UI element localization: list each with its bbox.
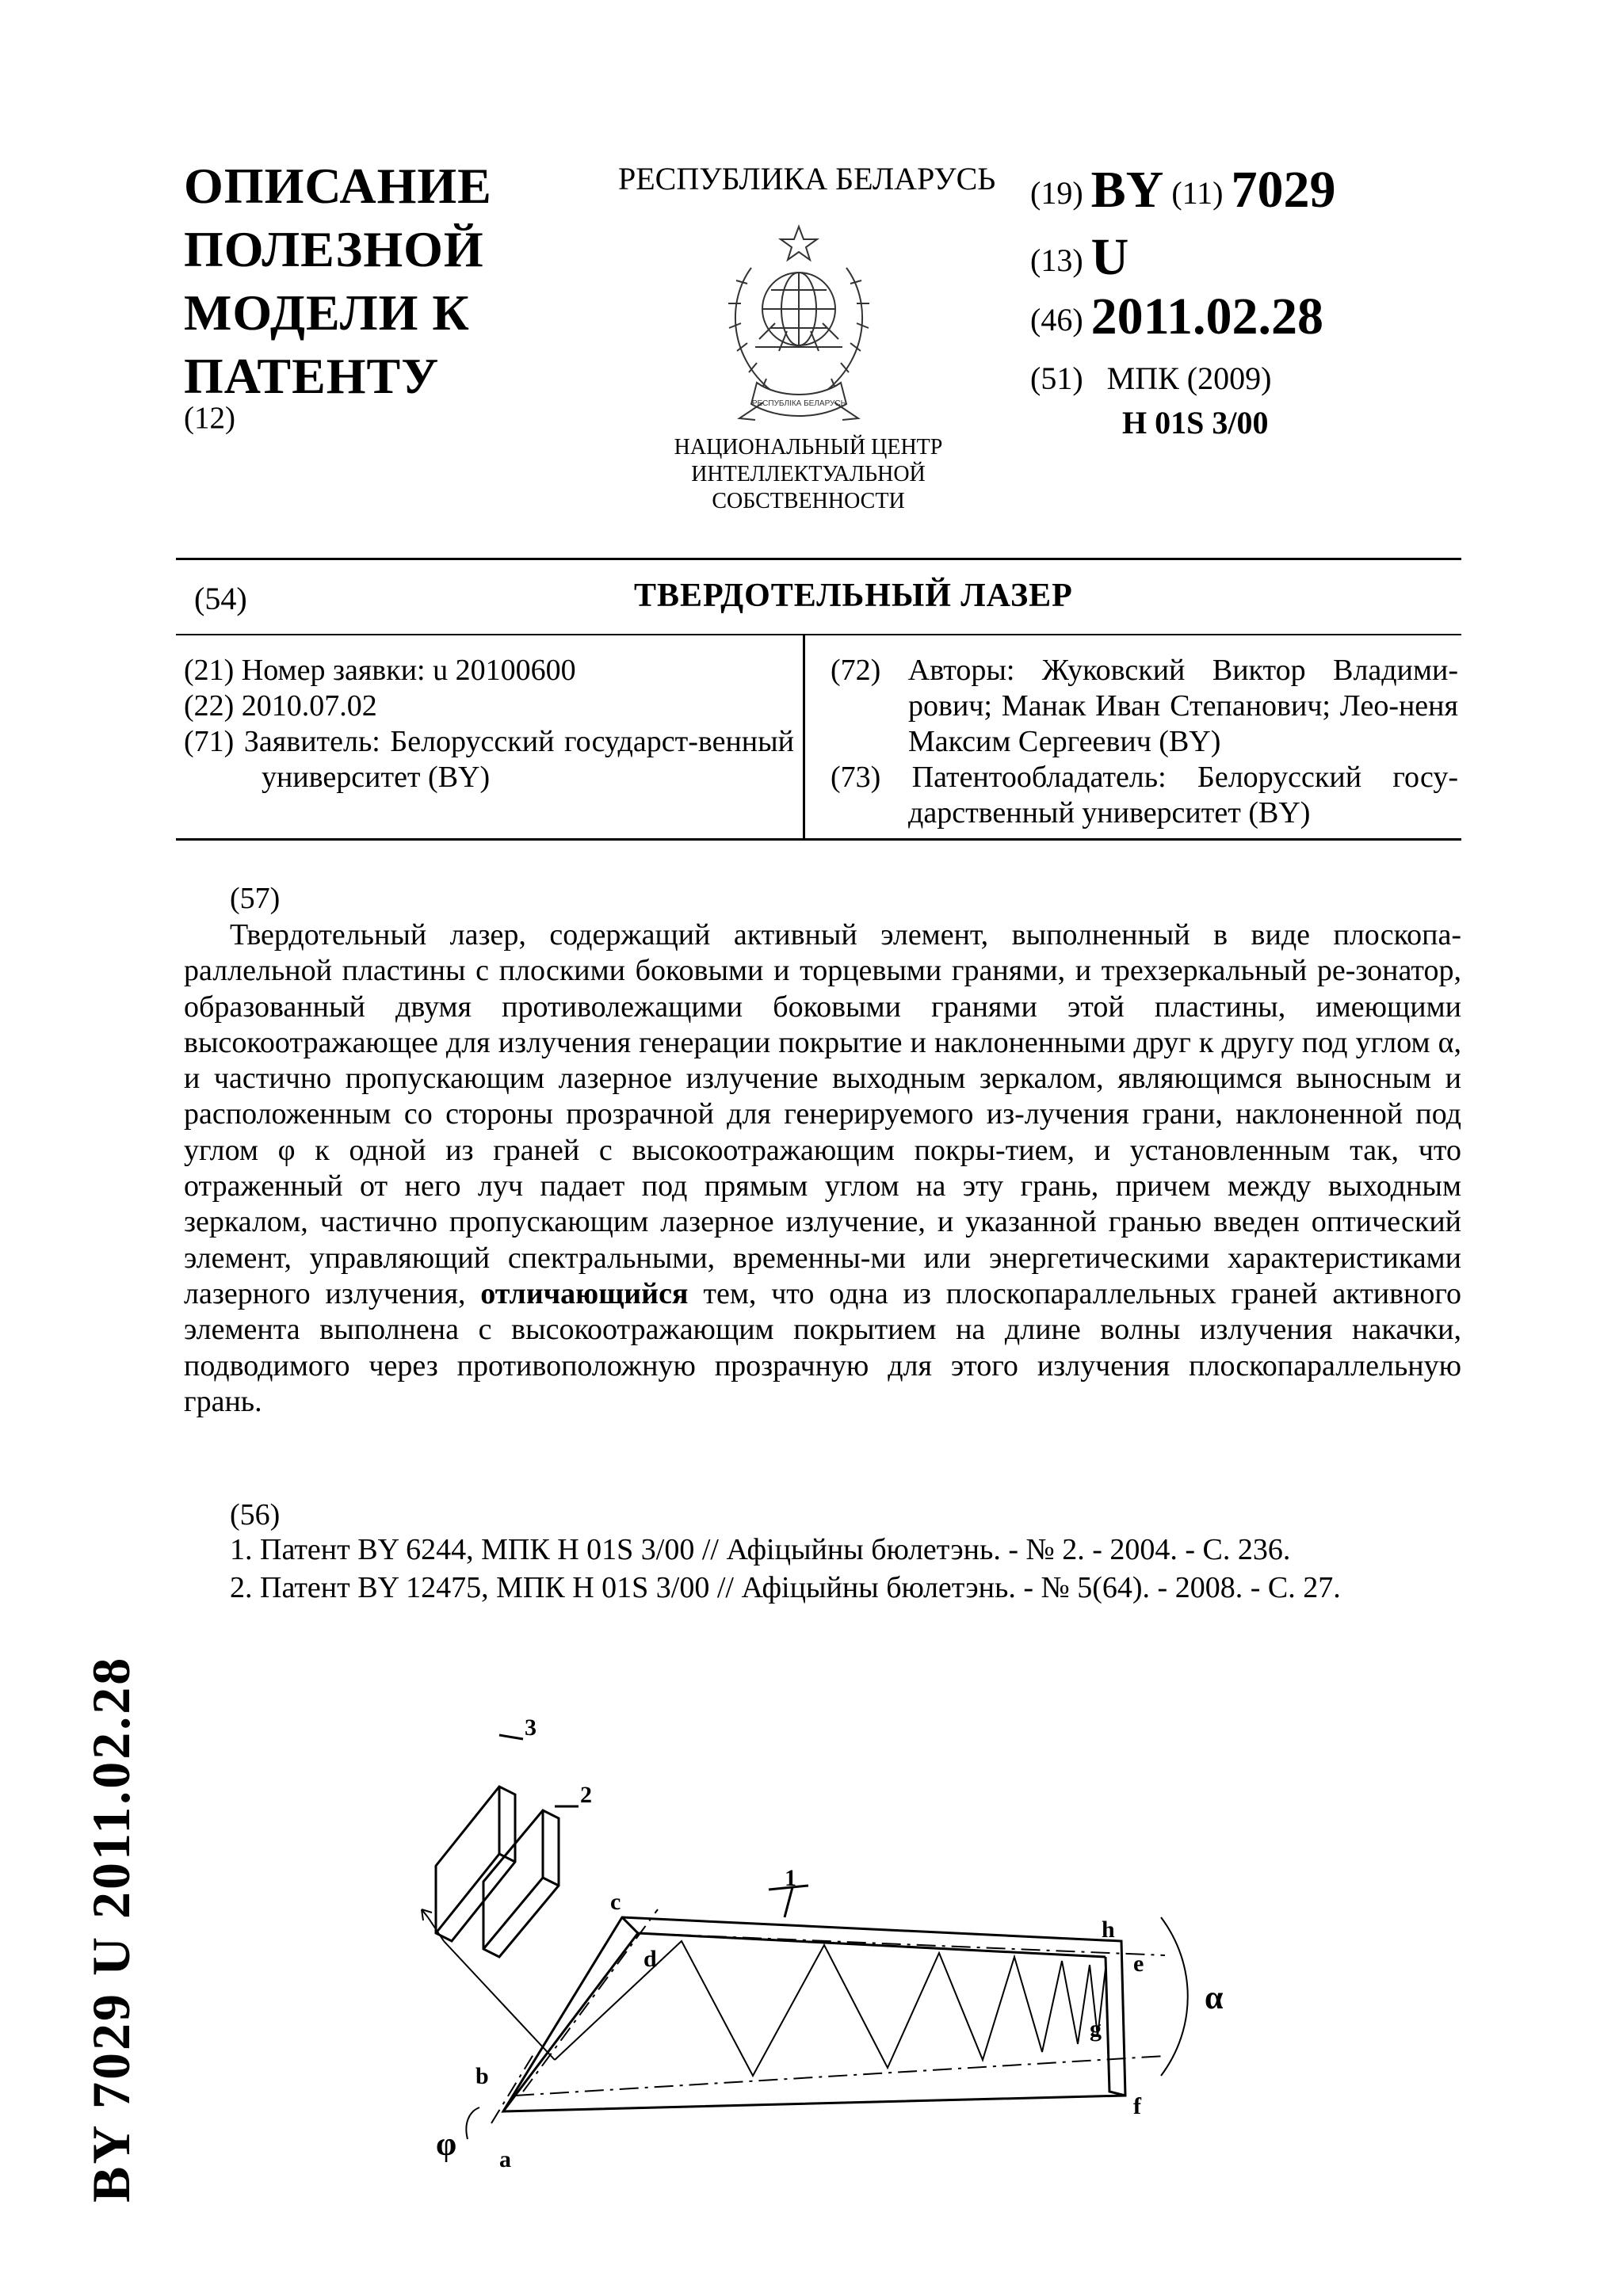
label-phi: φ — [436, 2126, 457, 2163]
abstract-bold-word: отличающийся — [480, 1276, 689, 1310]
emblem-ribbon-text: РЕСПУБЛІКА БЕЛАРУСЬ — [751, 399, 846, 408]
kind-code: U — [1090, 228, 1129, 286]
active-element-outline — [503, 1917, 1125, 2111]
country-code: BY — [1090, 161, 1164, 219]
ipc-class: H 01S 3/00 — [1122, 405, 1269, 441]
inid-code-57: (57) — [230, 882, 281, 915]
publication-date-line — [1030, 287, 1323, 347]
laser-diagram — [412, 1680, 1308, 2195]
inid-code-11: (11) — [1171, 175, 1224, 211]
reference-item: 2. Патент BY 12475, МПК H 01S 3/00 // Афіцыйны бюлетэнь. - № 5(64). - 2008. - С. 27. — [230, 1571, 1341, 1604]
republic-name: РЕСПУБЛИКА БЕЛАРУСЬ — [618, 161, 996, 196]
patent-office-line: НАЦИОНАЛЬНЫЙ ЦЕНТР — [674, 435, 943, 460]
abstract-text-part: тем, что одна из плоскопараллельных граней активного элемента выполнена с высокоотражающим покрытием на длине волны излучения накачки, подводимого через противоположную прозрачную для этого излучения плоскопараллельную грань. — [184, 1276, 1462, 1418]
label-d: d — [643, 1946, 657, 1972]
label-f: f — [1133, 2093, 1141, 2119]
label-alpha: α — [1205, 1980, 1224, 2016]
inid-code-51: (51) — [1030, 360, 1083, 396]
label-2: 2 — [580, 1782, 592, 1808]
inid-code-54: (54) — [194, 581, 247, 616]
side-publication-id: BY 7029 U 2011.02.28 — [81, 1655, 141, 2203]
publication-number-line — [1030, 160, 1335, 220]
invention-title: ТВЕРДОТЕЛЬНЫЙ ЛАЗЕР — [634, 578, 1073, 614]
inid-code-46: (46) — [1030, 302, 1083, 338]
filing-date: (22) 2010.07.02 — [184, 689, 377, 723]
patent-number: 7029 — [1231, 161, 1336, 219]
label-3: 3 — [525, 1714, 537, 1741]
document-type-line: МОДЕЛИ К — [184, 284, 470, 341]
biblio-left-column — [184, 653, 794, 795]
document-type-line: ОПИСАНИЕ — [184, 158, 492, 214]
label-b: b — [475, 2063, 489, 2089]
ipc-label: МПК (2009) — [1106, 360, 1272, 396]
kind-code-line — [1030, 227, 1128, 288]
patent-owner: (73) Патентообладатель: Белорусский госу-дарственный университет (BY) — [831, 761, 1458, 830]
zigzag-beam — [555, 1941, 1106, 2076]
label-a: a — [499, 2146, 511, 2172]
title-rule — [176, 634, 1461, 635]
label-e: e — [1133, 1951, 1144, 1977]
applicant: (71) Заявитель: Белорусский государст-венный университет (BY) — [184, 725, 794, 794]
ipc-line — [1030, 360, 1271, 397]
patent-office-line: ИНТЕЛЛЕКТУАЛЬНОЙ — [691, 462, 926, 486]
application-number: (21) Номер заявки: u 20100600 — [184, 654, 576, 687]
document-type-line: ПОЛЕЗНОЙ — [184, 221, 484, 277]
label-g: g — [1090, 2016, 1102, 2042]
inid-code-19: (19) — [1030, 175, 1083, 211]
active-element-left-face — [503, 1933, 638, 2111]
label-c: c — [610, 1889, 621, 1915]
state-emblem-icon — [708, 220, 890, 434]
bottom-rule — [176, 838, 1461, 841]
inid-code-56: (56) — [230, 1498, 281, 1531]
biblio-right-column — [831, 653, 1458, 831]
inid-code-13: (13) — [1030, 242, 1083, 278]
label-h: h — [1102, 1917, 1115, 1943]
label-1: 1 — [785, 1865, 796, 1891]
column-divider — [803, 635, 805, 840]
abstract-text-part: Твердотельный лазер, содержащий активный элемент, выполненный в виде плоскопа-раллельной пластины с плоскими боковыми и торцевыми гранями, и трехзеркальный ре-зонатор, образованный двумя противолежащими боковыми гранями этой пластины, имеющими высокоотражающее для излучения генерации покрытие и наклоненными друг к другу под углом α, и частично пропускающим лазерное излучение выходным зеркалом, являющимся выносным и расположенным со стороны прозрачной для генерируемого из-лучения грани, наклоненной под углом φ к одной из граней с высокоотражающим покры-тием, и установленным так, что отраженный от него луч падает под прямым углом на эту грань, причем между выходным зеркалом, частично пропускающим лазерное излучение, и указанной гранью введен оптический элемент, управляющий спектральными, временны-ми или энергетическими характеристиками лазерного излучения, — [184, 918, 1461, 1310]
patent-office-line: СОБСТВЕННОСТИ — [712, 489, 905, 513]
abstract-text — [184, 917, 1461, 1420]
output-arrow-icon — [422, 1909, 432, 1920]
inid-code-12: (12) — [184, 401, 235, 435]
publication-date: 2011.02.28 — [1090, 288, 1323, 345]
document-type — [184, 154, 492, 408]
top-rule — [176, 558, 1461, 560]
document-type-line: ПАТЕНТУ — [184, 348, 440, 404]
reference-item: 1. Патент BY 6244, МПК H 01S 3/00 // Афіцыйны бюлетэнь. - № 2. - 2004. - С. 236. — [230, 1533, 1291, 1566]
patent-office-name — [634, 434, 983, 515]
authors: (72) Авторы: Жуковский Виктор Владими-рович; Манак Иван Степанович; Лео-неня Максим Сергеевич (BY) — [831, 654, 1458, 758]
